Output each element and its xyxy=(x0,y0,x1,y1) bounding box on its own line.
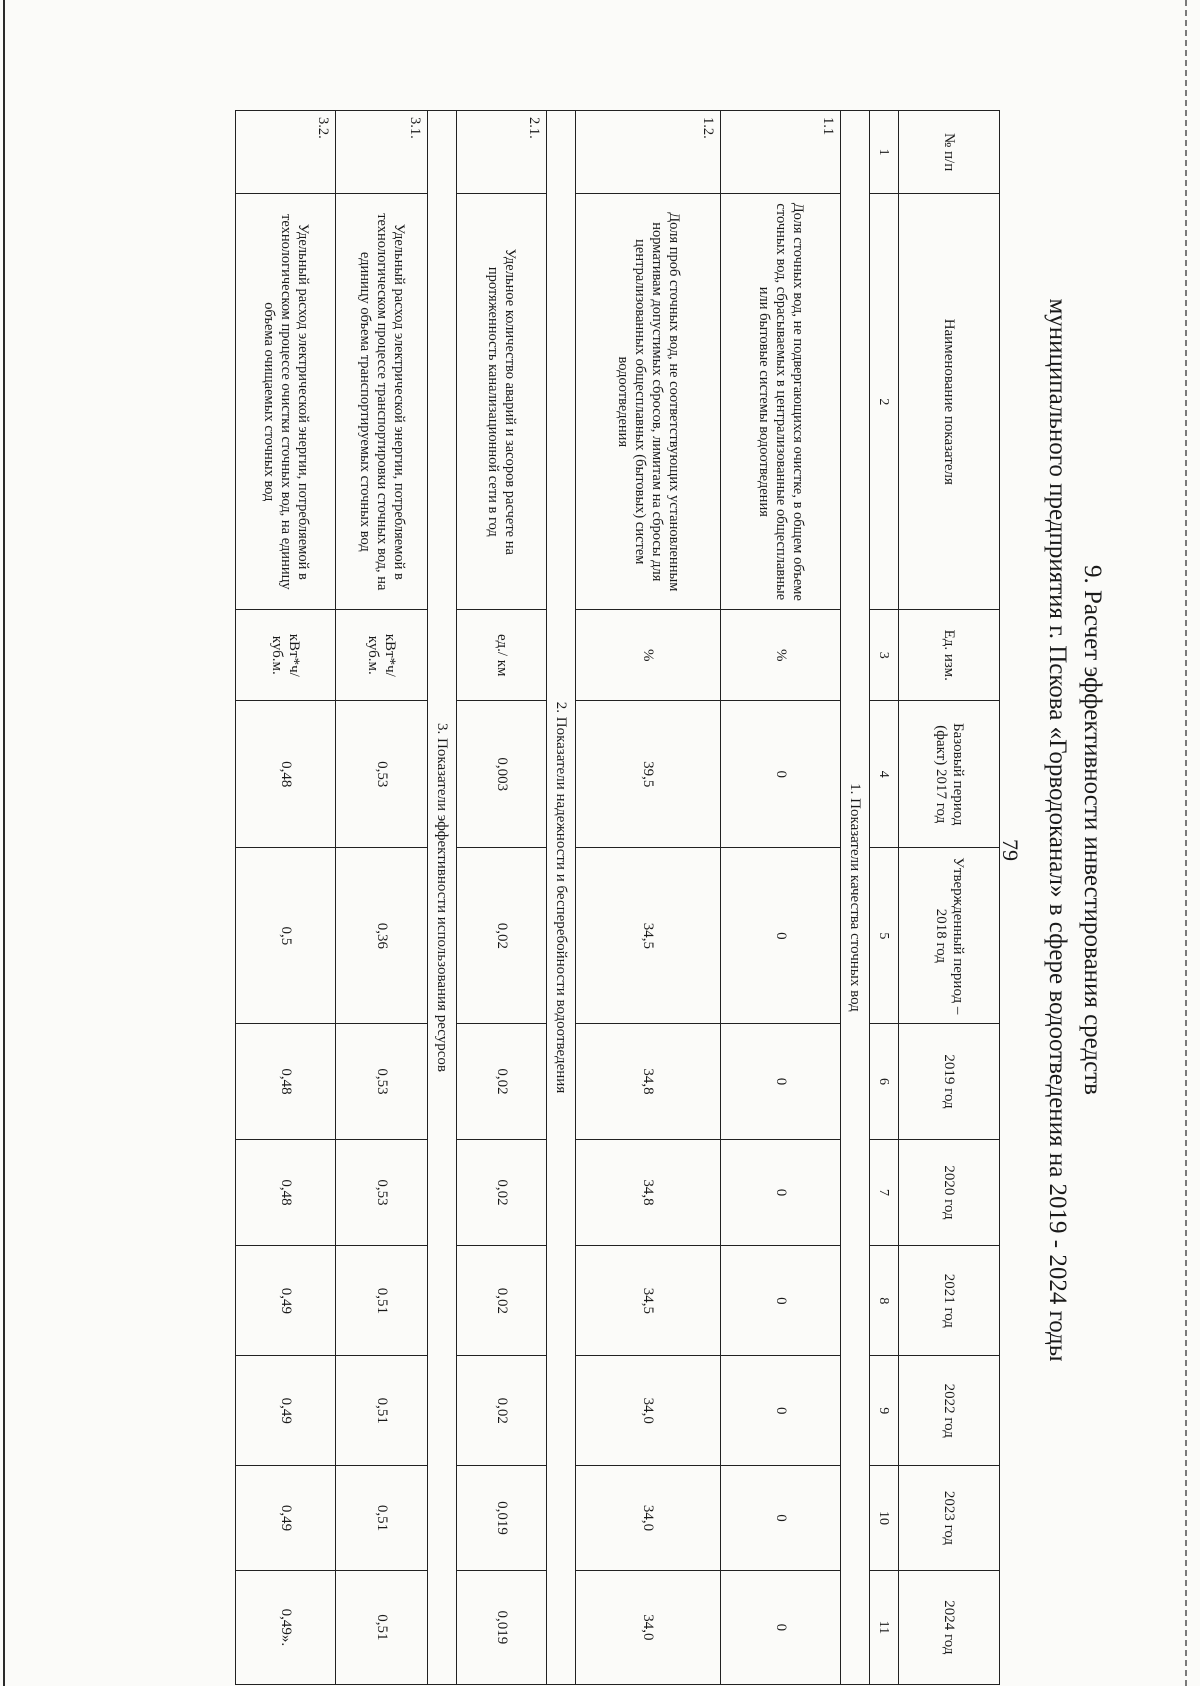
header-cell: Утвержденный период – 2018 год xyxy=(899,848,1000,1024)
table-row xyxy=(721,111,841,1685)
column-number: 2 xyxy=(870,194,899,610)
unit-cell: % xyxy=(721,610,841,701)
value-cell: 0,48 xyxy=(236,1139,336,1246)
value-cell: 0,51 xyxy=(336,1570,428,1684)
value-cell: 34,5 xyxy=(576,848,721,1024)
header-cell: 2019 год xyxy=(899,1024,1000,1139)
column-number: 8 xyxy=(870,1246,899,1356)
value-cell: 0,49 xyxy=(236,1356,336,1466)
title-line-1: 9. Расчет эффективности инвестирования средств xyxy=(1079,565,1106,1095)
indicator-name: Удельное количество аварий и засоров расчете на протяженность канализационной сети в год xyxy=(457,194,547,610)
value-cell: 0,51 xyxy=(336,1466,428,1571)
header-cell: 2021 год xyxy=(899,1246,1000,1356)
section-title: 2. Показатели надежности и бесперебойности водоотведения xyxy=(547,111,576,1685)
column-number-row xyxy=(870,111,899,1685)
value-cell: 34,0 xyxy=(576,1466,721,1571)
page-right-edge xyxy=(1185,0,1187,1686)
value-cell: 0 xyxy=(721,1356,841,1466)
value-cell: 39,5 xyxy=(576,701,721,848)
value-cell: 0,48 xyxy=(236,701,336,848)
section-title: 3. Показатели эффективности использования ресурсов xyxy=(428,111,457,1685)
value-cell: 0,019 xyxy=(457,1466,547,1571)
column-number: 9 xyxy=(870,1356,899,1466)
header-cell: 2020 год xyxy=(899,1139,1000,1246)
table-row xyxy=(457,111,547,1685)
value-cell: 0,02 xyxy=(457,848,547,1024)
value-cell: 34,0 xyxy=(576,1570,721,1684)
section-header-row xyxy=(547,111,576,1685)
row-number: 2.1. xyxy=(457,111,547,194)
header-cell: 2024 год xyxy=(899,1570,1000,1684)
value-cell: 0,49 xyxy=(236,1466,336,1571)
section-title: 1. Показатели качества сточных вод xyxy=(841,111,870,1685)
indicator-name: Удельный расход электрической энергии, потребляемой в технологическом процессе транспортировки сточных вод, на единицу объема транспортируемых сточных вод xyxy=(336,194,428,610)
column-number: 6 xyxy=(870,1024,899,1139)
value-cell: 0,02 xyxy=(457,1139,547,1246)
column-number: 4 xyxy=(870,701,899,848)
value-cell: 0 xyxy=(721,1570,841,1684)
value-cell: 34,0 xyxy=(576,1356,721,1466)
column-number: 3 xyxy=(870,610,899,701)
row-number: 3.1. xyxy=(336,111,428,194)
value-cell: 0 xyxy=(721,1246,841,1356)
value-cell: 34,8 xyxy=(576,1139,721,1246)
value-cell: 0 xyxy=(721,1024,841,1139)
value-cell: 34,5 xyxy=(576,1246,721,1356)
column-number: 7 xyxy=(870,1139,899,1246)
header-row xyxy=(899,111,1000,1685)
value-cell: 0,019 xyxy=(457,1570,547,1684)
header-cell: Наименование показателя xyxy=(899,194,1000,610)
section-header-row xyxy=(841,111,870,1685)
table-row xyxy=(576,111,721,1685)
value-cell: 0,51 xyxy=(336,1246,428,1356)
value-cell: 0,49 xyxy=(236,1246,336,1356)
row-number: 1.1 xyxy=(721,111,841,194)
rotated-table-container xyxy=(70,110,1000,1685)
header-cell: 2023 год xyxy=(899,1466,1000,1571)
value-cell: 0,49». xyxy=(236,1570,336,1684)
value-cell: 0,48 xyxy=(236,1024,336,1139)
unit-cell: ед./ км xyxy=(457,610,547,701)
page-number: 79 xyxy=(998,839,1023,861)
value-cell: 34,8 xyxy=(576,1024,721,1139)
row-number: 3.2. xyxy=(236,111,336,194)
value-cell: 0 xyxy=(721,1139,841,1246)
column-number: 5 xyxy=(870,848,899,1024)
value-cell: 0 xyxy=(721,1466,841,1571)
indicator-name: Доля проб сточных вод, не соответствующих установленным нормативам допустимых сбросов, лимитам на сбросы для централизованных общесплавных (бытовых) систем водоотведения xyxy=(576,194,721,610)
header-cell: Ед. изм. xyxy=(899,610,1000,701)
header-cell: № п/п xyxy=(899,111,1000,194)
header-cell: Базовый период (факт) 2017 год xyxy=(899,701,1000,848)
indicator-name: Доля сточных вод, не подвергающихся очистке, в общем объеме сточных вод, сбрасываемых в централизованные общесплавные или бытовые системы водоотведения xyxy=(721,194,841,610)
value-cell: 0,53 xyxy=(336,1139,428,1246)
column-number: 1 xyxy=(870,111,899,194)
unit-cell: кВт*ч/ куб.м. xyxy=(236,610,336,701)
value-cell: 0,5 xyxy=(236,848,336,1024)
value-cell: 0,003 xyxy=(457,701,547,848)
document-title xyxy=(1040,298,1110,1361)
column-number: 10 xyxy=(870,1466,899,1571)
value-cell: 0,02 xyxy=(457,1246,547,1356)
column-number: 11 xyxy=(870,1570,899,1684)
indicators-table xyxy=(235,110,1000,1685)
page-left-edge xyxy=(3,0,5,1686)
indicator-name: Удельный расход электрической энергии, потребляемой в технологическом процессе очистки сточных вод, на единицу объема очищаемых сточных вод xyxy=(236,194,336,610)
unit-cell: % xyxy=(576,610,721,701)
header-cell: 2022 год xyxy=(899,1356,1000,1466)
value-cell: 0,53 xyxy=(336,1024,428,1139)
value-cell: 0,02 xyxy=(457,1356,547,1466)
table-row xyxy=(336,111,428,1685)
value-cell: 0,51 xyxy=(336,1356,428,1466)
value-cell: 0 xyxy=(721,848,841,1024)
value-cell: 0,53 xyxy=(336,701,428,848)
value-cell: 0,36 xyxy=(336,848,428,1024)
row-number: 1.2. xyxy=(576,111,721,194)
table-row xyxy=(236,111,336,1685)
value-cell: 0 xyxy=(721,701,841,848)
title-line-2: муниципального предприятия г. Пскова «Горводоканал» в сфере водоотведения на 2019 - 2024 годы xyxy=(1044,298,1071,1362)
unit-cell: кВт*ч/ куб.м. xyxy=(336,610,428,701)
value-cell: 0,02 xyxy=(457,1024,547,1139)
section-header-row xyxy=(428,111,457,1685)
